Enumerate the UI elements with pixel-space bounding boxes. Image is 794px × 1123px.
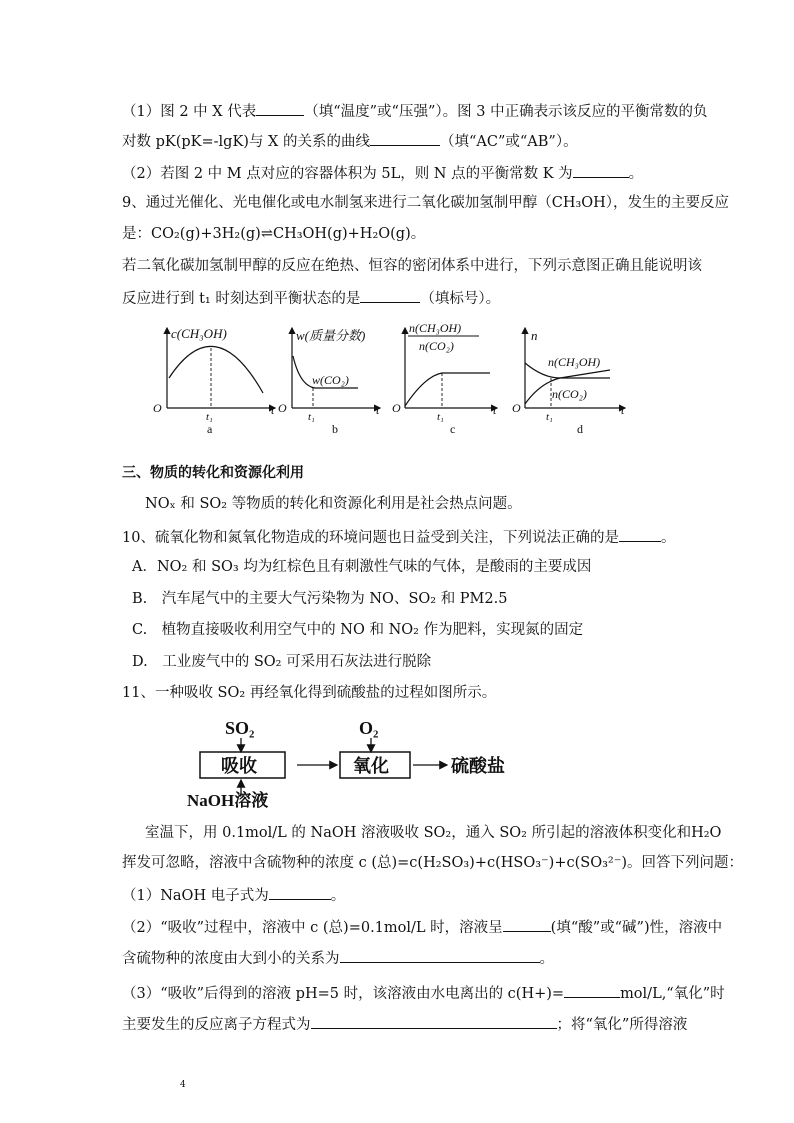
q9-graphs [145, 318, 635, 436]
graph-a-t1: t₁ [206, 411, 213, 423]
graph-a-letter: a [207, 422, 213, 436]
section-intro: NOₓ 和 SO₂ 等物质的转化和资源化利用是社会热点问题。 [145, 496, 522, 512]
answer-blank[interactable] [564, 982, 620, 998]
q11-stem: 11、一种吸收 SO₂ 再经氧化得到硫酸盐的过程如图所示。 [122, 685, 497, 701]
graph-b-ylabel: w(质量分数) [296, 328, 366, 343]
graph-d-letter: d [577, 422, 583, 436]
q11-sub-2-line-1: （2）“吸收”过程中，溶液中 c (总)=0.1mol/L 时，溶液呈 (填“酸”或“碱”)性，溶液中 [122, 916, 722, 938]
page-number: 4 [180, 1080, 186, 1090]
graph-d-origin: O [512, 401, 521, 415]
q9-stem-1: 9、通过光催化、光电催化或电水制氢来进行二氧化碳加氢制甲醇（CH₃OH），发生的主要反应 [122, 195, 730, 211]
q9-stem-4: 反应进行到 t₁ 时刻达到平衡状态的是 （填标号）。 [122, 287, 500, 309]
graph-d-curve2: n(CO₂) [552, 387, 587, 401]
answer-blank[interactable] [360, 287, 420, 303]
graph-c-t: t [493, 403, 497, 417]
answer-blank[interactable] [269, 884, 331, 900]
answer-blank[interactable] [256, 100, 304, 116]
answer-blank[interactable] [311, 1013, 557, 1029]
q9-stem-3: 若二氧化碳加氢制甲醇的反应在绝热、恒容的密闭体系中进行，下列示意图正确且能说明该 [122, 258, 702, 274]
q11-para-2: 挥发可忽略，溶液中含硫物种的浓度 c (总)=c(H₂SO₃)+c(HSO₃⁻)+c(SO₃²⁻)。回答下列问题： [122, 855, 744, 871]
graph-d-curve1: n(CH₃OH) [548, 355, 601, 369]
graph-b-t: t [376, 403, 380, 417]
graph-c-letter: c [450, 422, 456, 436]
q11-flow-diagram [185, 712, 535, 810]
graph-d-t1: t₁ [546, 411, 553, 423]
answer-blank[interactable] [370, 130, 440, 146]
graph-b [278, 328, 380, 436]
graph-a-ylabel: c(CH₃OH) [171, 326, 227, 341]
graph-b-curve-label: w(CO₂) [312, 373, 349, 387]
q10-option-b[interactable]: B. 汽车尾气中的主要大气污染物为 NO、SO₂ 和 PM2.5 [132, 591, 508, 607]
graph-c-ylabel-numerator: n(CH₃OH) [409, 321, 462, 335]
graph-d-ylabel: n [531, 328, 538, 343]
q11-sub-3-line-1: （3）“吸收”后得到的溶液 pH=5 时，该溶液由水电离出的 c(H+)= mol/L,“氧化”时 [122, 982, 725, 1004]
graph-a-t: t [271, 403, 275, 417]
graph-c-origin: O [392, 401, 401, 415]
q9-stem-2: 是：CO₂(g)+3H₂(g)⇌CH₃OH(g)+H₂O(g)。 [122, 226, 426, 242]
graph-d-t: t [621, 403, 625, 417]
graph-b-origin: O [278, 401, 287, 415]
flow-box-absorb-label: 吸收 [221, 756, 257, 776]
flow-so2: SO₂ [225, 718, 255, 738]
q10-option-a[interactable]: A．NO₂ 和 SO₃ 均为红棕色且有刺激性气味的气体，是酸雨的主要成因 [132, 559, 592, 575]
answer-blank[interactable] [503, 916, 551, 932]
q1-line-1: （1）图 2 中 X 代表 （填“温度”或“压强”）。图 3 中正确表示该反应的平衡常数的负 [122, 100, 708, 122]
q10-option-d[interactable]: D. 工业废气中的 SO₂ 可采用石灰法进行脱除 [132, 654, 432, 670]
q10-stem: 10、硫氧化物和氮氧化物造成的环境问题也日益受到关注，下列说法正确的是 。 [122, 526, 675, 548]
flow-product: 硫酸盐 [451, 756, 505, 776]
graph-c [392, 321, 497, 436]
graph-b-t1: t₁ [308, 411, 315, 423]
flow-naoh: NaOH溶液 [187, 791, 269, 810]
q11-sub-3-line-2: 主要发生的反应离子方程式为 ；将“氧化”所得溶液 [122, 1013, 687, 1035]
graph-c-ylabel-denominator: n(CO₂) [419, 339, 454, 353]
flow-box-oxidize-label: 氧化 [353, 756, 389, 776]
graph-c-t1: t₁ [437, 411, 444, 423]
q10-option-c[interactable]: C. 植物直接吸收利用空气中的 NO 和 NO₂ 作为肥料，实现氮的固定 [132, 622, 584, 638]
graph-d [512, 328, 625, 436]
answer-blank[interactable] [573, 162, 629, 178]
q1-line-2: 对数 pK(pK=-lgK)与 X 的关系的曲线 （填“AC”或“AB”）。 [122, 130, 578, 152]
answer-blank[interactable] [340, 947, 540, 963]
q11-sub-1: （1）NaOH 电子式为 。 [122, 884, 345, 906]
answer-blank[interactable] [619, 526, 661, 542]
q11-para-1: 室温下，用 0.1mol/L 的 NaOH 溶液吸收 SO₂，通入 SO₂ 所引起的溶液体积变化和H₂O [145, 825, 722, 841]
q11-sub-2-line-2: 含硫物种的浓度由大到小的关系为 。 [122, 947, 554, 969]
section-heading: 三、物质的转化和资源化利用 [122, 465, 304, 481]
q1-line-3: （2）若图 2 中 M 点对应的容器体积为 5L，则 N 点的平衡常数 K 为 。 [122, 162, 643, 184]
graph-a-origin: O [153, 401, 162, 415]
graph-b-letter: b [332, 422, 338, 436]
graph-a [153, 326, 275, 436]
flow-o2: O₂ [359, 718, 379, 738]
